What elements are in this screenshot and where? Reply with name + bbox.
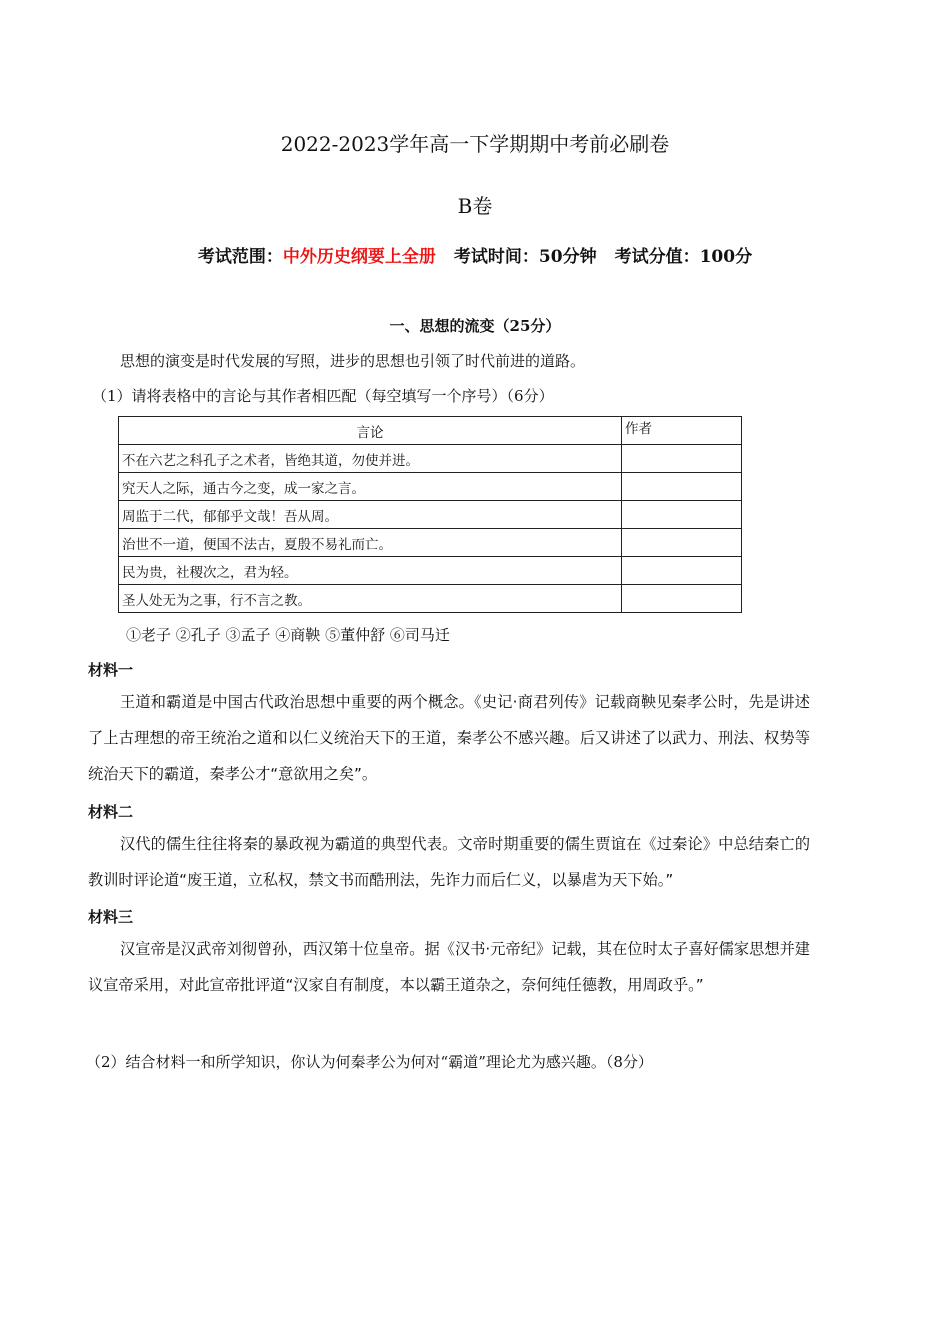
question-2: （2）结合材料一和所学知识，你认为何秦孝公为何对“霸道”理论尤为感兴趣。（8分）	[86, 1053, 653, 1071]
table-row	[119, 445, 742, 473]
material-1-label: 材料一	[88, 661, 134, 679]
exam-title: 2022-2023学年高一下学期期中考前必刷卷	[280, 132, 670, 156]
table-row	[119, 557, 742, 585]
speech-cell: 民为贵，社稷次之，君为轻。	[119, 557, 622, 585]
material-2-label: 材料二	[88, 803, 134, 821]
speech-author-table	[118, 416, 742, 613]
time-text: 考试时间：50分钟	[453, 247, 597, 267]
material-3-text: 汉宣帝是汉武帝刘彻曾孙，西汉第十位皇帝。据《汉书·元帝纪》记载，其在位时太子喜好儒家思想并建议宣帝采用，对此宣帝批评道“汉家自有制度，本以霸王道杂之，奈何纯任德教，用周政乎。”	[88, 940, 810, 994]
material-3-label: 材料三	[88, 908, 134, 926]
author-cell[interactable]	[622, 501, 742, 529]
material-2-text: 汉代的儒生往往将秦的暴政视为霸道的典型代表。文帝时期重要的儒生贾谊在《过秦论》中总结秦亡的教训时评论道“废王道，立私权，禁文书而酷刑法，先诈力而后仁义，以暴虐为天下始。”	[88, 835, 810, 889]
author-cell[interactable]	[622, 557, 742, 585]
table-row	[119, 501, 742, 529]
author-cell[interactable]	[622, 585, 742, 613]
author-cell[interactable]	[622, 473, 742, 501]
speech-cell: 不在六艺之科孔子之术者，皆绝其道，勿使并进。	[119, 445, 622, 473]
speech-cell: 周监于二代，郁郁乎文哉！吾从周。	[119, 501, 622, 529]
material-1-text: 王道和霸道是中国古代政治思想中重要的两个概念。《史记·商君列传》记载商鞅见秦孝公时，先是讲述了上古理想的帝王统治之道和以仁义统治天下的王道，秦孝公不感兴趣。后又讲述了以武力、刑法、权势等统治天下的霸道，秦孝公才“意欲用之矣”。	[88, 693, 810, 783]
author-options: ①老子 ②孔子 ③孟子 ④商鞅 ⑤董仲舒 ⑥司马迁	[126, 626, 450, 644]
table-row	[119, 585, 742, 613]
header-speech: 言论	[119, 417, 622, 445]
table-header-row	[119, 417, 742, 445]
exam-subtitle: B卷	[457, 194, 493, 218]
speech-cell: 究天人之际，通古今之变，成一家之言。	[119, 473, 622, 501]
header-author: 作者	[622, 417, 742, 445]
section-title: 一、思想的流变（25分）	[389, 317, 561, 335]
speech-cell: 圣人处无为之事，行不言之教。	[119, 585, 622, 613]
author-cell[interactable]	[622, 529, 742, 557]
table-row	[119, 473, 742, 501]
question-1: （1）请将表格中的言论与其作者相匹配（每空填写一个序号）（6分）	[92, 387, 554, 405]
speech-cell: 治世不一道，便国不法古，夏殷不易礼而亡。	[119, 529, 622, 557]
score-text: 考试分值：100分	[614, 247, 753, 267]
section-intro: 思想的演变是时代发展的写照，进步的思想也引领了时代前进的道路。	[120, 352, 586, 370]
range-label: 考试范围：	[197, 247, 283, 267]
author-cell[interactable]	[622, 445, 742, 473]
table-row	[119, 529, 742, 557]
exam-meta	[0, 242, 950, 267]
range-value: 中外历史纲要上全册	[282, 247, 436, 267]
